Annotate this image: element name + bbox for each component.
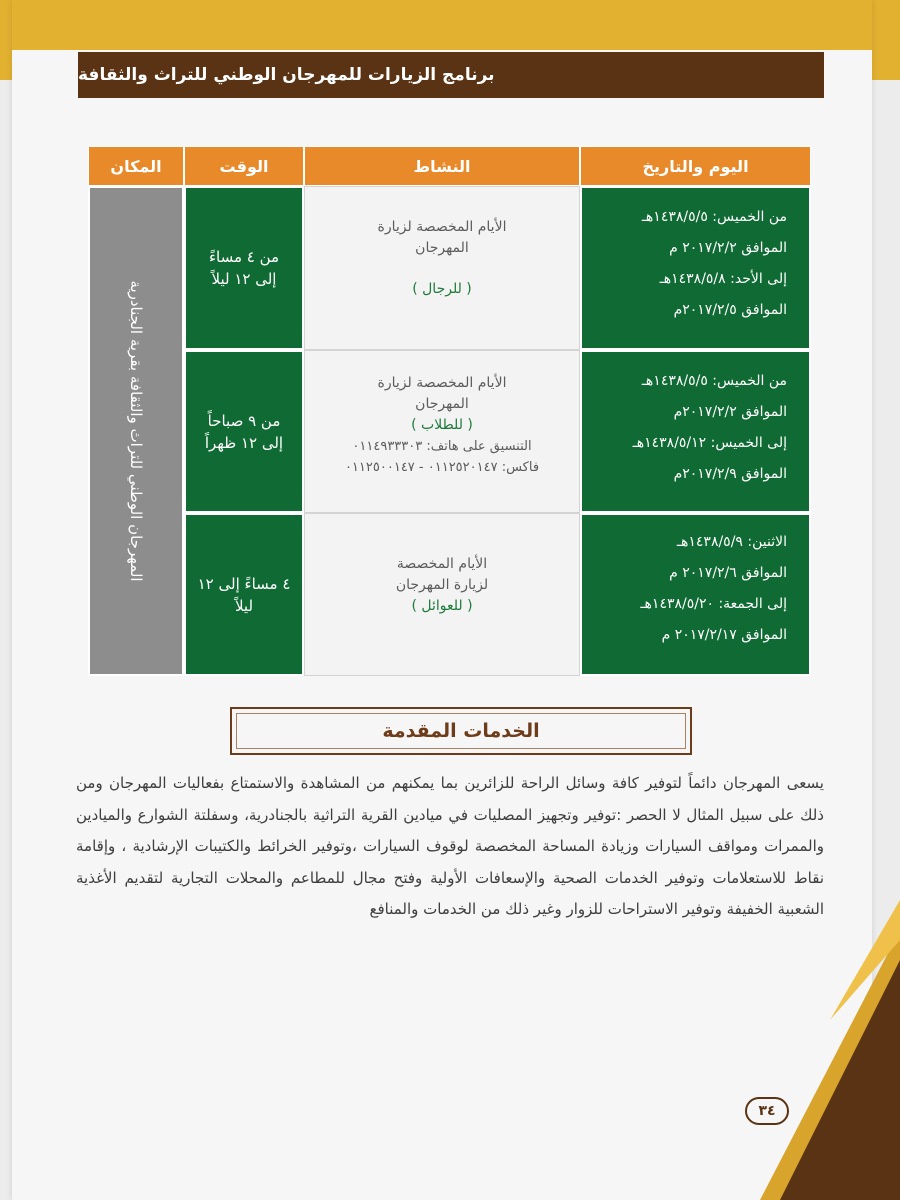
row2-time-line1: من ٩ صباحاً — [207, 411, 281, 430]
row3-day-line4: الموافق ٢٠١٧/٢/١٧ م — [661, 627, 787, 643]
row1-activity-line1: الأيام المخصصة لزيارة — [377, 219, 507, 235]
row3-activity-line1: الأيام المخصصة — [396, 556, 488, 572]
page-title: برنامج الزيارات للمهرجان الوطني للتراث والثقافة — [78, 65, 495, 85]
row1-day-line3: إلى الأحد: ١٤٣٨/٥/٨هـ — [659, 271, 787, 287]
corner-brown-shape — [780, 960, 900, 1200]
row1-time-line1: من ٤ مساءً — [208, 248, 280, 266]
row3-day-cell — [580, 513, 811, 676]
place-cell — [88, 186, 184, 676]
page-number: ٣٤ — [745, 1097, 789, 1125]
services-title: الخدمات المقدمة — [382, 720, 540, 742]
row2-activity-group: ( للطلاب ) — [411, 417, 473, 433]
row2-time-cell — [184, 350, 304, 513]
row1-time-line2: إلى ١٢ ليلاً — [211, 270, 277, 288]
corner-decoration — [760, 900, 900, 1200]
row3-activity-line2: لزيارة المهرجان — [395, 577, 489, 593]
row3-time-line2: ليلاً — [234, 596, 254, 615]
row2-activity-line2: المهرجان — [415, 396, 469, 412]
row3-time-cell — [184, 513, 304, 676]
row1-day-cell — [580, 186, 811, 350]
place-text: المهرجان الوطني للتراث والثقافة بقرية الجنادرية — [127, 280, 145, 582]
row2-day-line3: إلى الخميس: ١٤٣٨/٥/١٢هـ — [632, 435, 787, 451]
page-header-bar — [78, 52, 824, 98]
row2-day-line2: الموافق ٢٠١٧/٢/٢م — [673, 404, 787, 420]
header-time: الوقت — [184, 146, 304, 186]
row3-day-line2: الموافق ٢٠١٧/٢/٦ م — [669, 565, 787, 581]
row2-time-line2: إلى ١٢ ظهراً — [204, 433, 284, 452]
row1-day-line2: الموافق ٢٠١٧/٢/٢ م — [669, 240, 787, 256]
row1-activity-cell — [304, 186, 580, 350]
header-day: اليوم والتاريخ — [580, 146, 811, 186]
row2-day-line1: من الخميس: ١٤٣٨/٥/٥هـ — [641, 373, 787, 389]
row1-activity-line2: المهرجان — [415, 240, 469, 256]
row2-day-cell — [580, 350, 811, 513]
header-place: المكان — [88, 146, 184, 186]
row3-day-line1: الاثنين: ١٤٣٨/٥/٩هـ — [676, 534, 787, 550]
row2-activity-line1: الأيام المخصصة لزيارة — [377, 375, 507, 391]
row2-activity-fax: فاكس: ٠١١٢٥٢٠١٤٧ - ٠١١٢٥٠٠١٤٧ — [344, 460, 540, 475]
row2-activity-phone: التنسيق على هاتف: ٠١١٤٩٣٣٣٠٣ — [352, 439, 532, 454]
row3-activity-cell — [304, 513, 580, 676]
row3-time-line1: ٤ مساءً إلى ١٢ — [197, 574, 291, 593]
services-paragraph: يسعى المهرجان دائماً لتوفير كافة وسائل الراحة للزائرين بما يمكنهم من المشاهدة والاستمتاع بفعاليات المهرجان ومن ذلك على سبيل المثال لا الحصر :توفير وتجهيز المصليات في ميادين القرية التراثية بالجنادرية، وسفلتة الشوارع والميادين والممرات ومواقف السيارات وزيادة المساحة المخصصة لوقوف السيارات ،وتوفير الخرائط والكتيبات الإرشادية ، وإقامة نقاط للاستعلامات وتوفير الخدمات الصحية والإسعافات الأولية وفتح مجال للمطاعم والمحلات التجارية لتقديم الأغذية الشعبية الخفيفة وتوفير الاستراحات للزوار وغير ذلك من الخدمات والمنافع — [76, 774, 824, 918]
row2-day-line4: الموافق ٢٠١٧/٢/٩م — [673, 466, 787, 482]
row3-day-line3: إلى الجمعة: ١٤٣٨/٥/٢٠هـ — [640, 596, 787, 612]
row1-day-line1: من الخميس: ١٤٣٨/٥/٥هـ — [641, 209, 787, 225]
row3-activity-group: ( للعوائل ) — [411, 598, 473, 614]
services-title-box — [230, 707, 692, 755]
row1-time-cell — [184, 186, 304, 350]
row1-activity-group: ( للرجال ) — [412, 281, 472, 297]
row2-activity-cell — [304, 350, 580, 513]
schedule-table — [88, 146, 811, 676]
header-activity: النشاط — [304, 146, 580, 186]
row1-day-line4: الموافق ٢٠١٧/٢/٥م — [673, 302, 787, 318]
